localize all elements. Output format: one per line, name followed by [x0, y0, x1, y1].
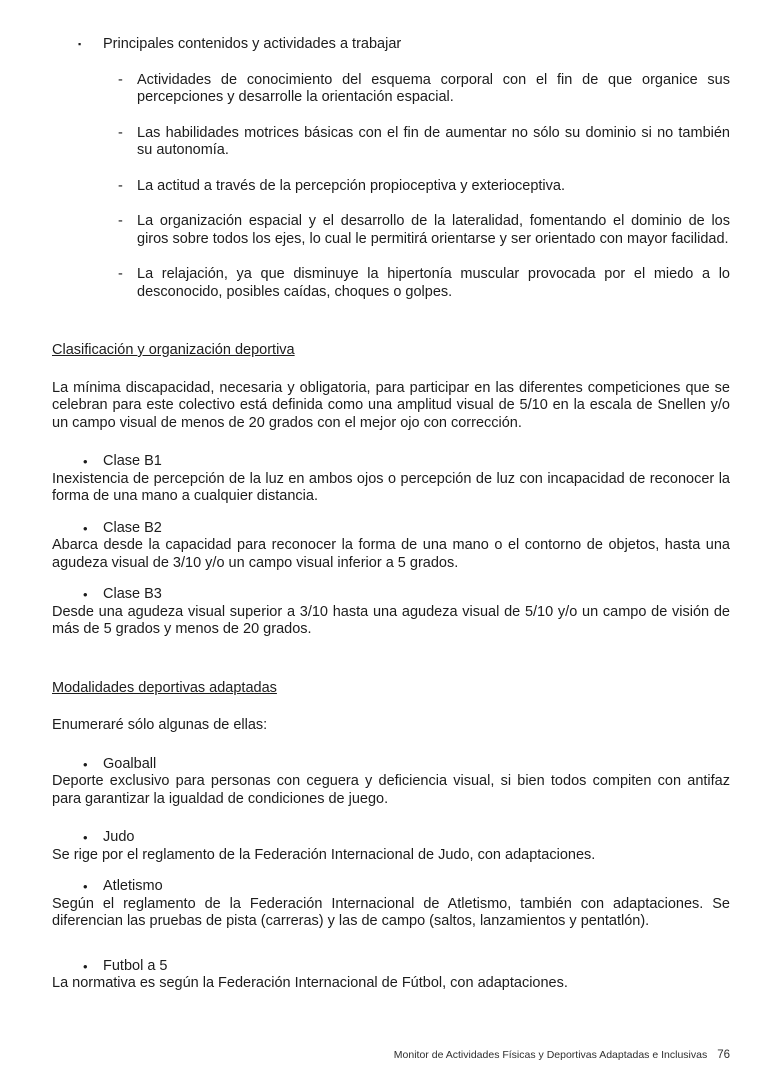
- list-item: [52, 178, 730, 196]
- class-item-b2: [52, 520, 730, 573]
- page-number: 76: [717, 1049, 730, 1061]
- dot-bullet-icon: •: [83, 879, 88, 894]
- class-label: Clase B1: [103, 453, 162, 469]
- sport-label: Goalball: [103, 755, 157, 772]
- dash-bullet-icon: -: [118, 213, 123, 229]
- list-item-text: La organización espacial y el desarrollo de la lateralidad, fomentando el dominio de los giros sobre todos los ejes, lo cual le permitirá orientarse y ser orientado con mayor facilidad.: [137, 213, 730, 247]
- bullet-row: [52, 586, 730, 604]
- sport-description: La normativa es según la Federación Internacional de Fútbol, con adaptaciones.: [52, 975, 568, 991]
- list-item-text: Actividades de conocimiento del esquema corporal con el fin de que organice sus percepciones y desarrolle la orientación espacial.: [137, 71, 730, 105]
- page-footer: [394, 1049, 730, 1061]
- dot-bullet-icon: •: [83, 520, 88, 536]
- class-description: Inexistencia de percepción de la luz en ambos ojos o percepción de luz con incapacidad de reconocer la forma de una mano a cualquier distancia.: [52, 470, 730, 504]
- list-item: [52, 266, 730, 301]
- dot-bullet-icon: •: [83, 756, 88, 772]
- class-description: Desde una agudeza visual superior a 3/10 hasta una agudeza visual de 5/10 y/o un campo de visión de más de 5 grados y menos de 20 grados.: [52, 603, 730, 637]
- dot-bullet-icon: •: [83, 587, 88, 602]
- bullet-row: [52, 878, 730, 896]
- sport-item-futbol-a-5: [52, 958, 730, 993]
- class-description: Abarca desde la capacidad para reconocer la forma de una mano o el contorno de objetos, hasta una agudeza visual de 3/10 y/o un campo visual inferior a 5 grados.: [52, 537, 730, 571]
- sport-description: Según el reglamento de la Federación Internacional de Atletismo, también con adaptaciones. Se diferencian las pruebas de pista (carreras) y las de campo (saltos, lanzamientos y pentatlón).: [52, 895, 730, 929]
- list-item-text: La actitud a través de la percepción propioceptiva y exterioceptiva.: [137, 177, 565, 194]
- square-bullet-icon: ▪: [78, 39, 82, 49]
- sport-item-judo: [52, 829, 730, 864]
- sport-description: Se rige por el reglamento de la Federación Internacional de Judo, con adaptaciones.: [52, 846, 596, 863]
- sport-label: Futbol a 5: [103, 957, 168, 974]
- bullet-row: [52, 756, 730, 774]
- list-item-text: La relajación, ya que disminuye la hipertonía muscular provocada por el miedo a lo desconocido, posibles caídas, choques o golpes.: [137, 266, 730, 300]
- list-item-text: Las habilidades motrices básicas con el fin de aumentar no sólo su dominio si no también su autonomía.: [137, 124, 730, 158]
- dot-bullet-icon: •: [83, 454, 88, 469]
- footer-title: Monitor de Actividades Físicas y Deportivas Adaptadas e Inclusivas: [393, 1049, 708, 1061]
- bullet-row: [52, 453, 730, 471]
- bullet-row: [52, 520, 730, 538]
- dot-bullet-icon: •: [83, 830, 88, 845]
- section2-intro-paragraph: Enumeraré sólo algunas de ellas:: [52, 717, 268, 733]
- class-item-b3: [52, 586, 730, 639]
- dash-bullet-icon: -: [118, 71, 123, 88]
- sport-description: Deporte exclusivo para personas con ceguera y deficiencia visual, si bien todos compiten con antifaz para garantizar la igualdad de condiciones de juego.: [52, 773, 730, 807]
- class-label: Clase B3: [103, 586, 162, 602]
- bullet-row: [52, 829, 730, 847]
- section-heading-modalidades: Modalidades deportivas adaptadas: [52, 679, 277, 696]
- section1-intro-paragraph: La mínima discapacidad, necesaria y obligatoria, para participar en las diferentes competiciones que se celebran para este colectivo está definida como una amplitud visual de 5/10 en la escala de Snellen y/o un campo visual de menos de 20 grados con el mejor ojo con corrección.: [52, 379, 730, 431]
- document-content: [52, 36, 730, 993]
- class-label: Clase B2: [103, 519, 162, 536]
- bullet-row: [52, 958, 730, 976]
- dash-bullet-icon: -: [118, 266, 123, 282]
- class-item-b1: [52, 453, 730, 506]
- list-item: [52, 125, 730, 160]
- list-item: [52, 72, 730, 107]
- main-bullet-label: Principales contenidos y actividades a trabajar: [103, 36, 402, 52]
- dash-bullet-icon: -: [118, 177, 123, 194]
- sport-label: Atletismo: [103, 878, 163, 894]
- list-item: [52, 213, 730, 248]
- sport-label: Judo: [103, 829, 135, 845]
- dot-bullet-icon: •: [83, 958, 88, 974]
- section-heading-clasificacion: Clasificación y organización deportiva: [52, 342, 295, 358]
- sport-item-goalball: [52, 756, 730, 809]
- sport-item-atletismo: [52, 878, 730, 931]
- dash-bullet-icon: -: [118, 124, 123, 141]
- main-bullet-item: [52, 36, 730, 54]
